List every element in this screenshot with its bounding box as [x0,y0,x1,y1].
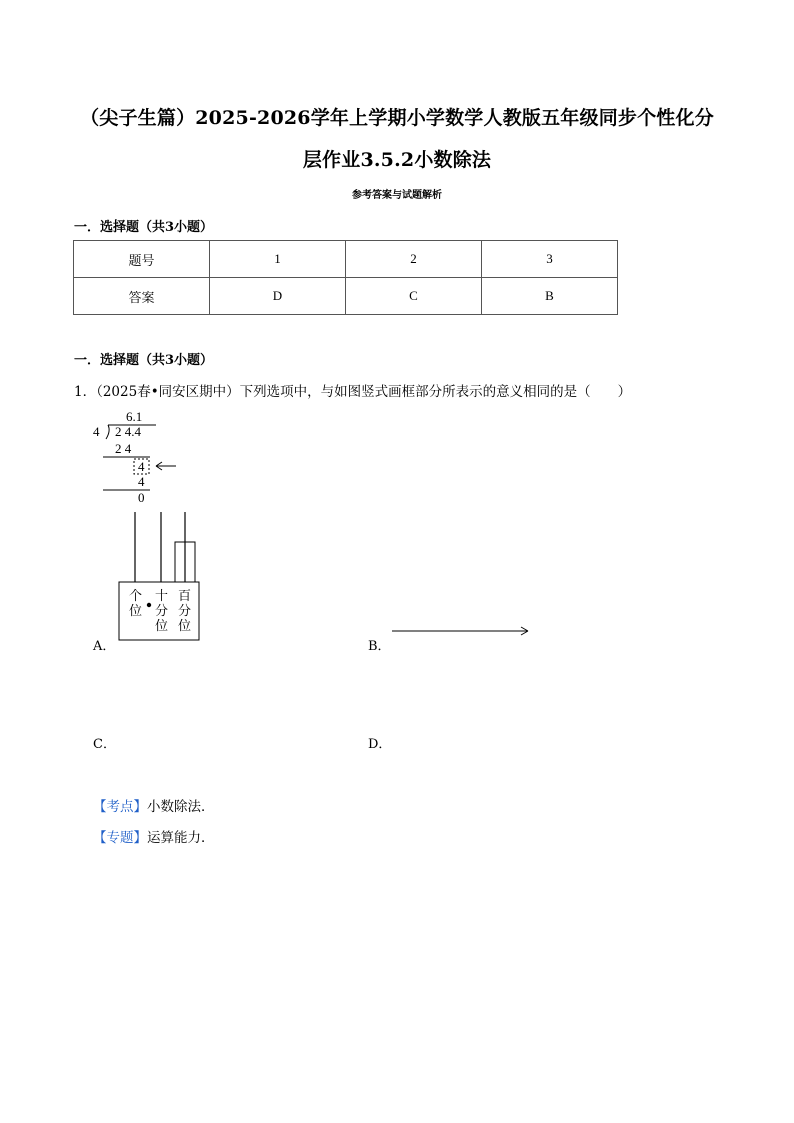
table-cell: 2 [346,241,482,278]
abacus-label: 位 [129,603,143,618]
question-stem: 1．（2025春•同安区期中）下列选项中，与如图竖式画框部分所表示的意义相同的是（ ） [74,384,632,400]
division-step1: 2 4 [115,441,132,456]
decimal-point [147,603,151,607]
document-title-line1: （尖子生篇）2025-2026学年上学期小学数学人教版五年级同步个性化分 [80,107,714,129]
table-cell: C [346,278,482,315]
division-boxed-digit: 4 [138,459,145,474]
zhuanti-text: 运算能力． [147,830,215,846]
shaded-grid-figure [392,663,476,747]
kaodian-text: 小数除法． [147,799,215,815]
division-remainder: 0 [138,490,145,505]
analysis-zhuanti [93,826,215,846]
option-b-label: B． [368,639,391,654]
abacus-label: 位 [178,618,192,633]
table-row [74,241,618,278]
option-d-label: D． [368,737,392,752]
section-heading-questions: 一．选择题（共3小题） [74,353,214,368]
table-cell: D [210,278,346,315]
table-cell: B [482,278,618,315]
analysis-kaodian [93,795,215,815]
table-row [74,278,618,315]
document-subtitle: 参考答案与试题解析 [352,190,442,201]
division-dividend: 2 4.4 [115,424,141,439]
abacus-label: 十 [155,588,169,603]
section-heading-answers: 一．选择题（共3小题） [74,220,214,235]
abacus-label: 个 [129,588,143,603]
abacus-label: 分 [155,603,169,618]
abacus-label: 百 [178,588,192,603]
abacus-label: 位 [155,618,169,633]
option-a-label: A． [93,639,116,654]
table-cell-label: 题号 [74,241,210,278]
document-title-line2: 层作业3.5.2小数除法 [302,149,492,171]
long-division-figure [88,406,188,506]
tag-label: 【专题】 [93,830,147,846]
table-cell: 3 [482,241,618,278]
table-cell-label: 答案 [74,278,210,315]
option-c-label: C． [93,737,116,752]
division-step2: 4 [138,474,145,489]
division-quotient: 6.1 [126,409,143,424]
abacus-figure [115,508,205,643]
number-line-figure [388,592,538,652]
answer-table [73,240,618,315]
division-divisor: 4 [93,424,100,439]
tag-label: 【考点】 [93,799,147,815]
abacus-label: 分 [178,603,192,618]
circle-quarters-figure [114,661,204,751]
table-cell: 1 [210,241,346,278]
